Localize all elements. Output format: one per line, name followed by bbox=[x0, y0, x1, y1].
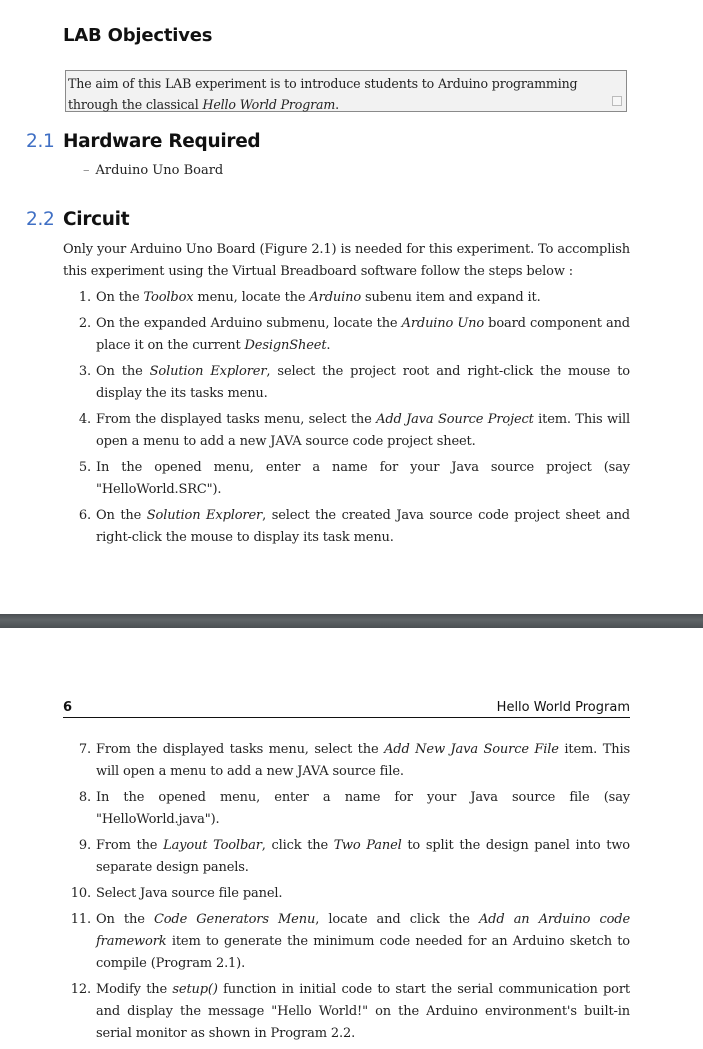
aim-end: . bbox=[335, 97, 340, 112]
dash-bullet-icon: – bbox=[83, 163, 90, 178]
step-item: 2. On the expanded Arduino submenu, locate the Arduino Uno board component and place it on the current DesignSheet. bbox=[78, 316, 630, 353]
running-header bbox=[63, 699, 630, 718]
box-marker-icon bbox=[612, 96, 622, 106]
aim-box bbox=[65, 70, 627, 112]
step-item: 1. On the Toolbox menu, locate the Arduino subenu item and expand it. bbox=[78, 290, 541, 305]
section-circuit-heading bbox=[26, 209, 129, 230]
section-hardware-heading bbox=[26, 131, 260, 152]
aim-text: The aim of this LAB experiment is to introduce students to Arduino programming through the classical bbox=[68, 76, 578, 112]
hardware-item-text: Arduino Uno Board bbox=[95, 163, 224, 178]
section-title: Hardware Required bbox=[63, 131, 261, 152]
step-item: 11. On the Code Generators Menu, locate and click the Add an Arduino code framework item to generate the minimum code needed for an Arduino sketch to compile (Program 2.1). bbox=[70, 912, 630, 971]
step-item: 5. In the opened menu, enter a name for your Java source project (say "HelloWorld.SRC"). bbox=[78, 460, 630, 497]
step-item: 10. Select Java source file panel. bbox=[70, 886, 283, 901]
section-number: 2.2 bbox=[26, 209, 55, 230]
section-title: Circuit bbox=[63, 209, 130, 230]
steps-list-top bbox=[63, 287, 630, 553]
page-number: 6 bbox=[63, 700, 73, 715]
circuit-paragraph: Only your Arduino Uno Board (Figure 2.1) is needed for this experiment. To accomplish this experiment using the Virtual Breadboard software follow the steps below : bbox=[63, 242, 630, 279]
aim-italic: Hello World Program bbox=[202, 97, 336, 112]
step-item: 4. From the displayed tasks menu, select the Add Java Source Project item. This will open a menu to add a new JAVA source code project sheet. bbox=[78, 412, 630, 449]
section-number: 2.1 bbox=[26, 131, 55, 152]
page-separator bbox=[0, 614, 703, 628]
step-item: 3. On the Solution Explorer, select the project root and right-click the mouse to display the its tasks menu. bbox=[78, 364, 630, 401]
step-item: 6. On the Solution Explorer, select the created Java source code project sheet and right-click the mouse to display its task menu. bbox=[78, 508, 630, 545]
step-item: 9. From the Layout Toolbar, click the Two Panel to split the design panel into two separate design panels. bbox=[78, 838, 630, 875]
hardware-list-item bbox=[83, 163, 223, 178]
steps-list-bottom bbox=[63, 739, 630, 1049]
step-item: 12. Modify the setup() function in initial code to start the serial communication port and display the message "Hello World!" on the Arduino environment's built-in serial monitor as shown in Program 2.2. bbox=[70, 982, 630, 1041]
step-item: 7. From the displayed tasks menu, select the Add New Java Source File item. This will open a menu to add a new JAVA source file. bbox=[78, 742, 630, 779]
running-title: Hello World Program bbox=[496, 700, 630, 715]
step-item: 8. In the opened menu, enter a name for your Java source file (say "HelloWorld.java"). bbox=[78, 790, 630, 827]
lab-objectives-heading: LAB Objectives bbox=[63, 25, 213, 46]
